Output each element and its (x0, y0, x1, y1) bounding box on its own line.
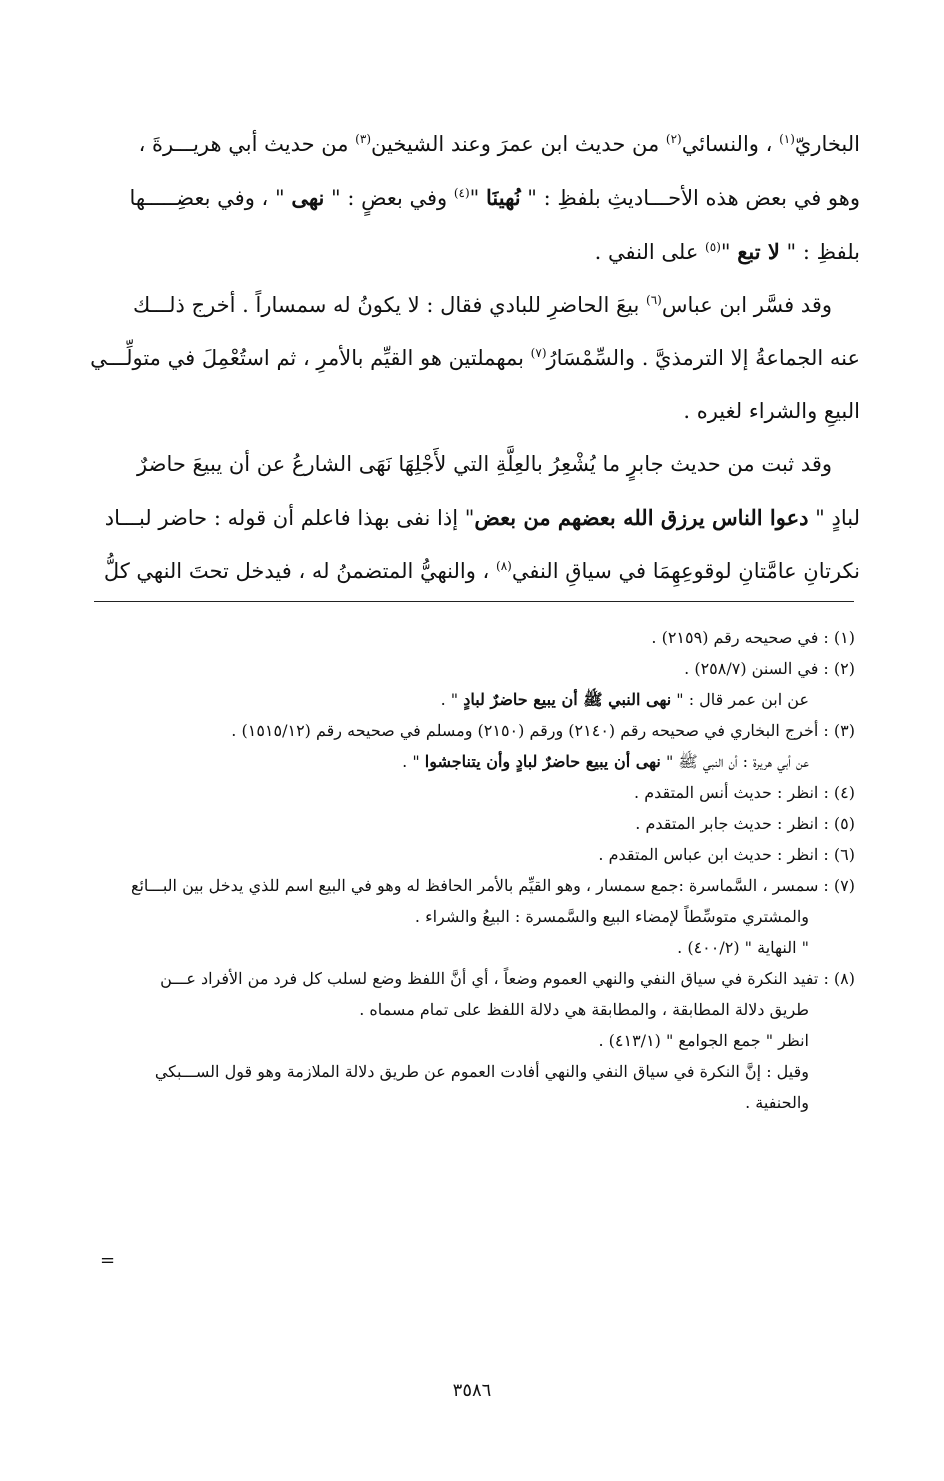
footnote-line (80, 839, 855, 870)
footnote-line (80, 622, 855, 653)
footnote-line (80, 746, 855, 777)
quoted-hadith: دعوا الناس يرزق الله بعضهم من بعض (474, 505, 809, 530)
footnote-ref: (٦) (646, 293, 662, 307)
footnote-ref: (٣) (355, 132, 371, 146)
text-run: " إذا نفى بهذا فاعلم أن قوله : حاضر لبـــاد (104, 506, 475, 530)
quoted-hadith: نُهينَا (486, 185, 521, 210)
text-run: ، والنهيُّ المتضمنُ له ، فيدخل تحتَ النهي كلُّ (103, 559, 497, 583)
text-run: لبادٍ " (808, 506, 860, 530)
footnote-ref: (١) (779, 132, 795, 146)
main-text (80, 118, 860, 598)
body-line (80, 171, 860, 225)
text-run: (٨) : تفيد النكرة في سياق النفي والنهي العموم وضعاً ، أي أنَّ اللفظ وضع لسلب كل فرد من الأفراد عـــن (160, 969, 855, 988)
text-run: بلفظِ : " (779, 240, 860, 264)
text-run: (٥) : انظر : حديث جابر المتقدم . (635, 814, 855, 833)
quoted-hadith: نهى (291, 185, 325, 210)
body-line (80, 545, 860, 598)
footnote-line (80, 870, 855, 901)
footnote-separator (94, 601, 854, 602)
text-run: " ، وفي بعضِـــــها (129, 186, 292, 210)
footnote-line (80, 1025, 855, 1056)
text-run: عن ابن عمر قال : " (671, 690, 809, 709)
text-run: البخاريّ (794, 132, 860, 156)
footnote-line (80, 684, 855, 715)
body-line (80, 225, 860, 279)
quoted-hadith: لا تبع (737, 239, 780, 264)
footnote-line (80, 777, 855, 808)
text-run: وقد فسَّر ابن عباس (661, 293, 832, 317)
text-run: نكرتانِ عامَّتانِ لوقوعِهِمَا في سياقِ النفي (511, 559, 860, 583)
text-run: بيعَ الحاضرِ للبادي فقال : لا يكونُ له سمساراً . أخرج ذلـــك (132, 293, 647, 317)
footnote-ref: (٢) (665, 132, 682, 146)
text-run: والحنفية . (745, 1093, 809, 1112)
text-run: عنه الجماعةُ إلا الترمذيَّ . والسِّمْسَارُ (546, 346, 860, 370)
text-run: وقد ثبت من حديث جابرٍ ما يُشْعِرُ بالعِلَّةِ التي لأَجْلِهَا نَهَى الشارعُ عن أن يبيعَ حاضرٌ (137, 452, 832, 476)
text-run: على النفي . (594, 240, 706, 264)
text-run: وفي بعضٍ : " (324, 186, 454, 210)
text-run: والمشتري متوسِّطاً لإمضاء البيع والسَّمسرة : البيعُ والشراء . (414, 907, 809, 926)
text-run: وقيل : إنَّ النكرة في سياق النفي والنهي أفادت العموم عن طريق دلالة الملازمة وهو قول الســـبكي (154, 1062, 809, 1081)
footnote-line (80, 715, 855, 746)
quoted-hadith: نهى أن يبيع حاضرٌ لبادٍ وأن يتناجشوا (424, 752, 661, 771)
text-run: (٣) : أخرج البخاري في صحيحه رقم (٢١٤٠) ورقم (٢١٥٠) ومسلم في صحيحه رقم (١٥١٥/١٢) . (231, 721, 855, 740)
footnote-ref: (٤) (453, 186, 470, 200)
text-run: وهو في بعض هذه الأحـــاديثِ بلفظِ : " (520, 186, 860, 210)
footnote-line (80, 994, 855, 1025)
footnote-line (80, 1087, 855, 1118)
footnote-line (80, 653, 855, 684)
body-line (80, 118, 860, 171)
text-run: بمهملتين هو القيِّم بالأمرِ ، ثم استُعْمِلَ في متولِّـــي (90, 346, 531, 370)
text-run: عن أبي هريرة : أن النبي ﷺ " (660, 752, 809, 771)
text-run: (١) : في صحيحه رقم (٢١٥٩) . (651, 628, 855, 647)
footnote-ref: (٧) (530, 346, 547, 360)
text-run: " . (440, 690, 464, 709)
text-run: (٦) : انظر : حديث ابن عباس المتقدم . (598, 845, 855, 864)
body-line (80, 438, 860, 491)
text-run: (٤) : انظر : حديث أنس المتقدم . (634, 783, 855, 802)
body-line (80, 491, 860, 545)
body-line (80, 385, 860, 438)
footnote-line (80, 808, 855, 839)
continuation-mark: = (100, 1250, 116, 1271)
footnote-line (80, 963, 855, 994)
page-number: ٣٥٨٦ (452, 1380, 492, 1401)
text-run: " النهاية " (٤٠٠/٢) . (677, 938, 809, 957)
body-line (80, 279, 860, 332)
text-run: طريق دلالة المطابقة ، والمطابقة هي دلالة اللفظ على تمام مسماه . (359, 1000, 809, 1019)
body-line (80, 332, 860, 385)
footnote-ref: (٨) (496, 559, 512, 573)
text-run: البيعِ والشراء لغيره . (683, 399, 860, 423)
text-run: " (720, 240, 738, 264)
text-run: ، والنسائي (681, 132, 780, 156)
text-run: (٢) : في السنن (٢٥٨/٧) . (684, 659, 855, 678)
text-run: " . (402, 752, 425, 771)
text-run: (٧) : سمسر ، السَّماسرة :جمع سمسار ، وهو القيِّم بالأمر الحافظ له وهو في البيع اسم للذي يدخل بين البـــائع (130, 876, 855, 895)
footnote-line (80, 932, 855, 963)
quoted-hadith: نهى النبي ﷺ أن يبيع حاضرٌ لبادٍ (463, 690, 672, 709)
footnote-line (80, 1056, 855, 1087)
text-run: من حديث ابن عمرَ وعند الشيخين (371, 132, 666, 156)
footnotes (80, 622, 855, 1118)
text-run: " (469, 186, 487, 210)
text-run: انظر " جمع الجوامع " (٤١٣/١) . (598, 1031, 809, 1050)
footnote-ref: (٥) (705, 240, 721, 254)
text-run: من حديث أبي هريـــرةَ ، (138, 132, 356, 156)
footnote-line (80, 901, 855, 932)
